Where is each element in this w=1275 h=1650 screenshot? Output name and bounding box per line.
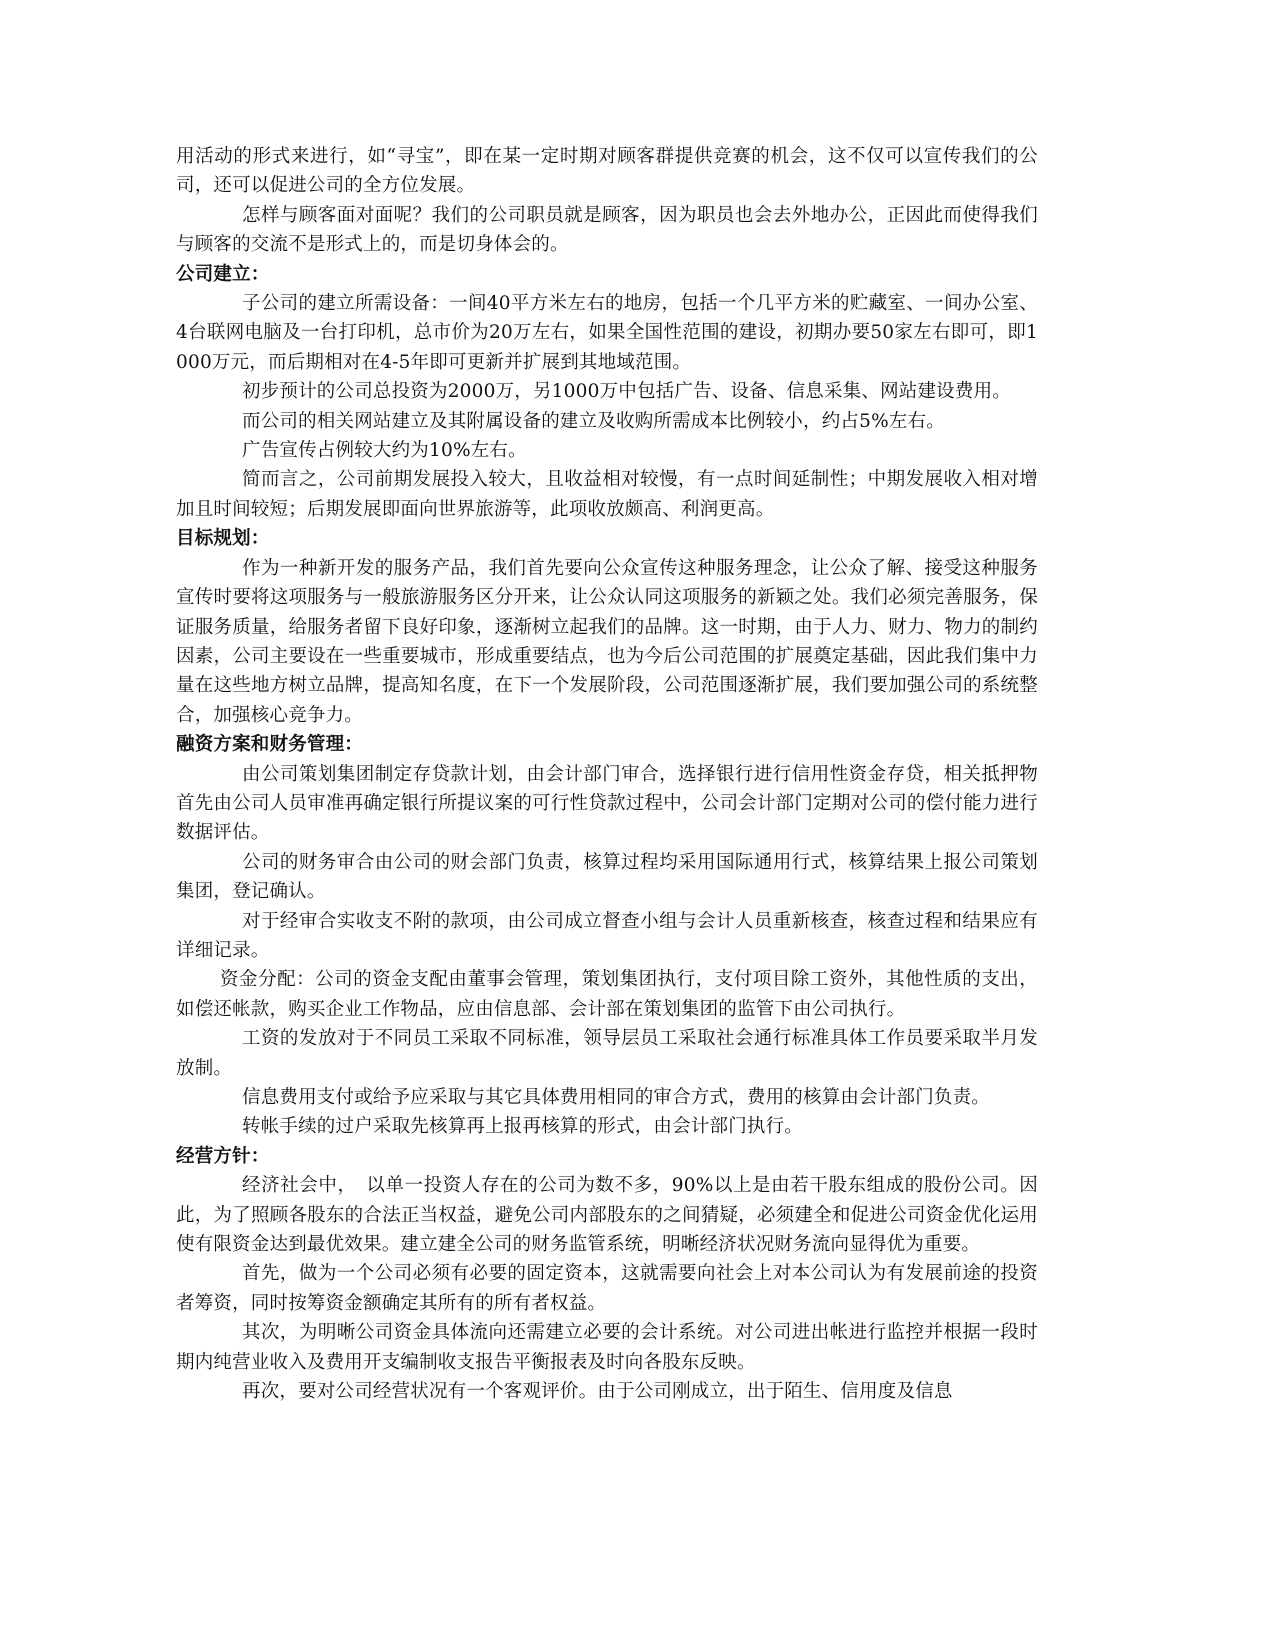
paragraph-objective-evaluation: 再次，要对公司经营状况有一个客观评价。由于公司刚成立，出于陌生、信用度及信息 <box>242 1381 953 1403</box>
section-heading-goal-planning: 目标规划： <box>176 528 270 550</box>
paragraph-development-summary: 简而言之，公司前期发展投入较大，且收益相对较慢，有一点时间延制性；中期发展收入相对增加且时间较短；后期发展即面向世界旅游等，此项收放颇高、利润更高。 <box>176 469 1038 520</box>
paragraph-transfer-procedure: 转帐手续的过户采取先核算再上报再核算的形式，由会计部门执行。 <box>242 1116 804 1138</box>
paragraph-information-fees: 信息费用支付或给予应采取与其它具体费用相同的审合方式，费用的核算由会计部门负责。 <box>242 1087 991 1108</box>
paragraph-financial-audit: 公司的财务审合由公司的财会部门负责，核算过程均采用国际通用行式，核算结果上报公司策划集团，登记确认。 <box>176 851 1038 903</box>
paragraph-shareholder-company: 经济社会中， 以单一投资人存在的公司为数不多，90%以上是由若干股东组成的股份公司。因此，为了照顾各股东的合法正当权益，避免公司内部股东的之间猜疑，必须建全和促进公司资金优化运用使有限资金达到最优效果。建立建全公司的财务监管系统，明晰经济状况财务流向显得优为重要。 <box>176 1175 1038 1256</box>
paragraph-total-investment: 初步预计的公司总投资为2000万，另1000万中包括广告、设备、信息采集、网站建设费用。 <box>242 381 1011 403</box>
section-heading-financing-finance: 融资方案和财务管理： <box>176 734 364 756</box>
paragraph-fixed-capital: 首先，做为一个公司必须有必要的固定资本，这就需要向社会上对本公司认为有发展前途的投资者筹资，同时按筹资金额确定其所有的所有者权益。 <box>176 1263 1038 1314</box>
section-heading-business-policy: 经营方针： <box>176 1145 270 1167</box>
paragraph-accounting-system: 其次，为明晰公司资金具体流向还需建立必要的会计系统。对公司进出帐进行监控并根据一段时期内纯营业收入及费用开支编制收支报告平衡报表及时向各股东反映。 <box>176 1322 1038 1373</box>
paragraph-advertising-ratio: 广告宣传占例较大约为10%左右。 <box>242 440 527 462</box>
paragraph-mismatched-accounts: 对于经审合实收支不附的款项，由公司成立督查小组与会计人员重新核查，核查过程和结果应有详细记录。 <box>176 910 1038 961</box>
document-body <box>176 142 1038 1406</box>
paragraph-loan-plan: 由公司策划集团制定存贷款计划，由会计部门审合，选择银行进行信用性资金存贷，相关抵押物首先由公司人员审准再确定银行所提议案的可行性贷款过程中，公司会计部门定期对公司的偿付能力进行数据评估。 <box>176 763 1038 844</box>
paragraph-salary-payment: 工资的发放对于不同员工采取不同标准，领导层员工采取社会通行标准具体工作员要采取半月发放制。 <box>176 1028 1038 1079</box>
paragraph-treasure-hunt: 用活动的形式来进行，如“寻宝”，即在某一定时期对顾客群提供竞赛的机会，这不仅可以宣传我们的公司，还可以促进公司的全方位发展。 <box>176 146 1038 197</box>
paragraph-service-branding: 作为一种新开发的服务产品，我们首先要向公众宣传这种服务理念，让公众了解、接受这种服务宣传时要将这项服务与一般旅游服务区分开来，让公众认同这项服务的新颖之处。我们必须完善服务，保证服务质量，给服务者留下良好印象，逐渐树立起我们的品牌。这一时期，由于人力、财力、物力的制约因素，公司主要设在一些重要城市，形成重要结点，也为今后公司范围的扩展奠定基础，因此我们集中力量在这些地方树立品牌，提高知名度，在下一个发展阶段，公司范围逐渐扩展，我们要加强公司的系统整合，加强核心竞争力。 <box>176 557 1038 726</box>
paragraph-fund-allocation: 资金分配：公司的资金支配由董事会管理，策划集团执行，支付项目除工资外，其他性质的支出，如偿还帐款，购买企业工作物品，应由信息部、会计部在策划集团的监管下由公司执行。 <box>176 969 1038 1020</box>
paragraph-subsidiary-equipment: 子公司的建立所需设备：一间40平方米左右的地房，包括一个几平方米的贮藏室、一间办公室、4台联网电脑及一台打印机，总市价为20万左右，如果全国性范围的建设，初期办要50家左右即可，即1000万元，而后期相对在4-5年即可更新并扩展到其地域范围。 <box>176 293 1038 373</box>
section-heading-company-setup: 公司建立： <box>176 263 270 285</box>
paragraph-face-to-face: 怎样与顾客面对面呢？我们的公司职员就是顾客，因为职员也会去外地办公，正因此而使得我们与顾客的交流不是形式上的，而是切身体会的。 <box>176 204 1038 256</box>
paragraph-website-cost: 而公司的相关网站建立及其附属设备的建立及收购所需成本比例较小，约占5%左右。 <box>242 410 945 432</box>
